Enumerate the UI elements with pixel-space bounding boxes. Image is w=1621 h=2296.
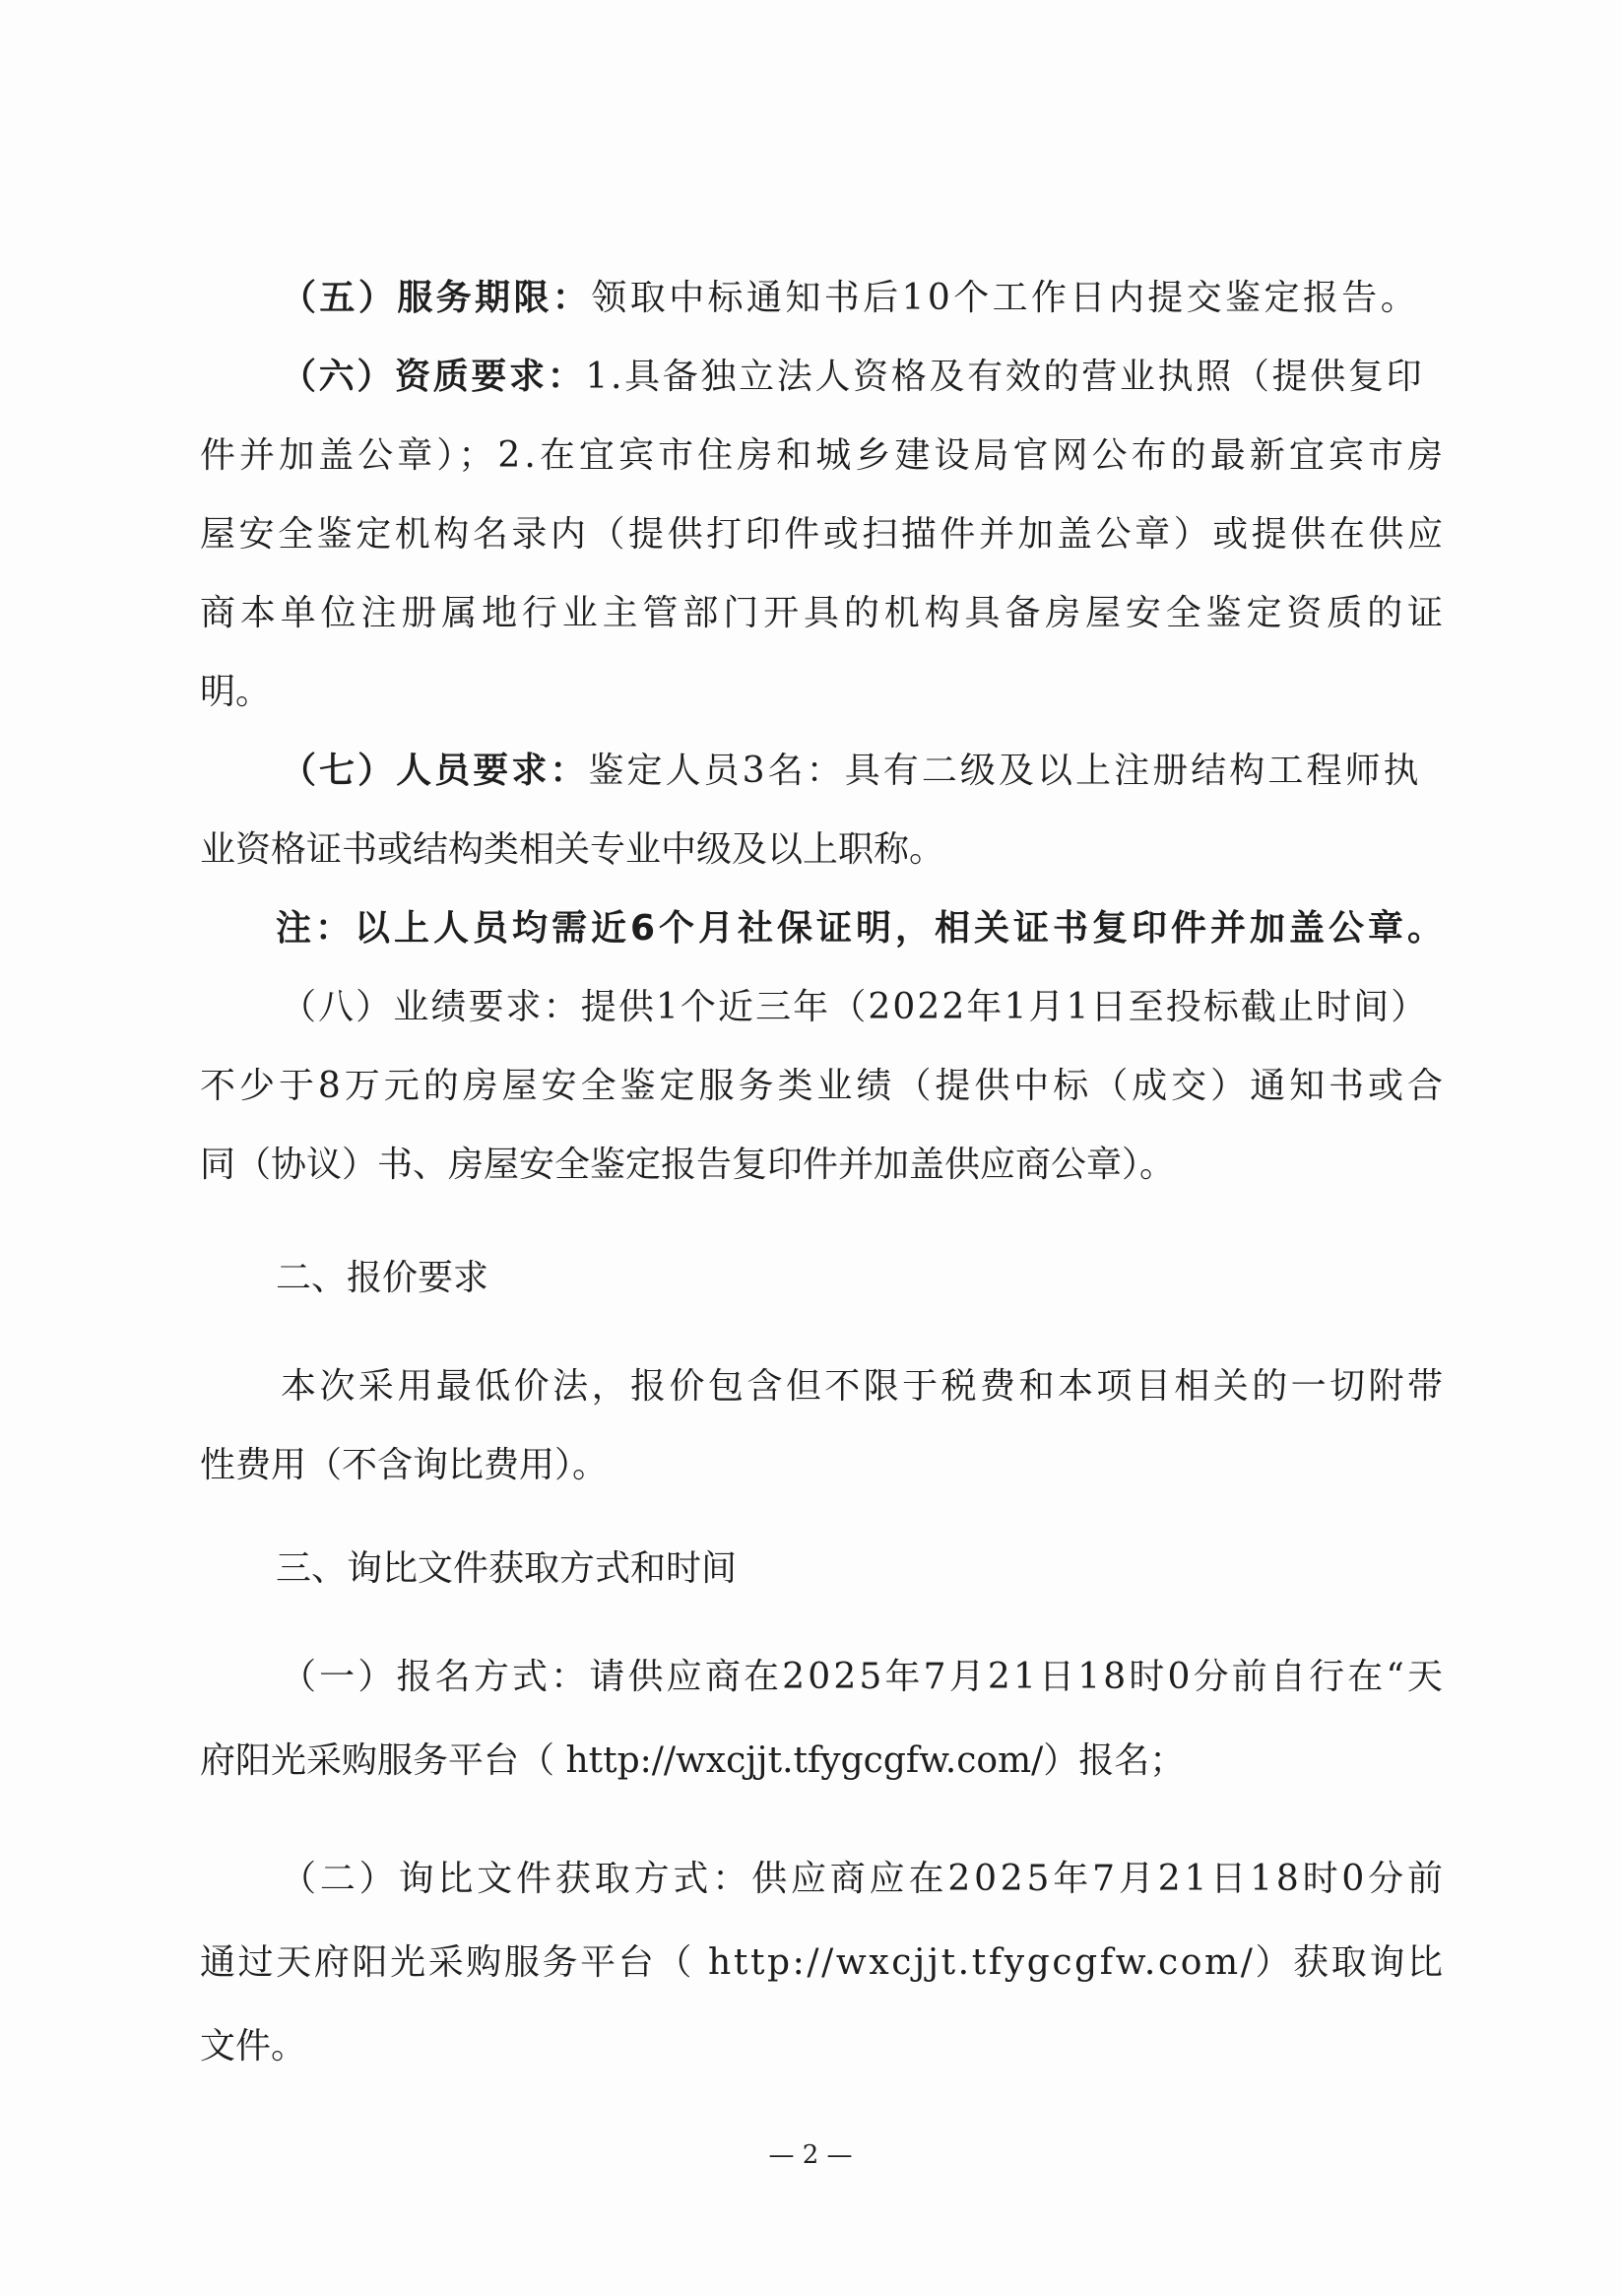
note-line: 注：以上人员均需近6个月社保证明，相关证书复印件并加盖公章。: [276, 908, 1447, 949]
section-3-sub-2-line-2: 通过天府阳光采购服务平台（ http://wxcjjt.tfygcgfw.com/）获取询比: [200, 1942, 1446, 1983]
item-5-line: [281, 275, 1443, 322]
section-3-sub-1-line-2: 府阳光采购服务平台（ http://wxcjjt.tfygcgfw.com/）报名；: [200, 1740, 1186, 1781]
section-2-line-2: 性费用（不含询比费用）。: [200, 1445, 609, 1485]
item-7-text-1: 鉴定人员3名：具有二级及以上注册结构工程师执: [588, 751, 1422, 791]
section-3-sub-2-line-1: （二）询比文件获取方式：供应商应在2025年7月21日18时0分前: [281, 1859, 1447, 1899]
item-6-text-1: 1.具备独立法人资格及有效的营业执照（提供复印: [585, 357, 1425, 397]
section-2-line-1: 本次采用最低价法，报价包含但不限于税费和本项目相关的一切附带: [281, 1366, 1447, 1407]
section-3-title: 三、询比文件获取方式和时间: [276, 1548, 738, 1589]
item-8-line-1: [281, 984, 1443, 1031]
item-5-text: 领取中标通知书后10个工作日内提交鉴定报告。: [591, 278, 1420, 318]
item-8-text-1: 提供1个近三年（2022年1月1日至投标截止时间）: [580, 987, 1429, 1027]
item-6-line-5: 明。: [200, 672, 272, 712]
item-5-label: （五）服务期限：: [281, 278, 592, 318]
section-2-title: 二、报价要求: [276, 1258, 489, 1298]
item-6-line-4: 商本单位注册属地行业主管部门开具的机构具备房屋安全鉴定资质的证: [200, 593, 1448, 633]
item-7-line-1: [281, 748, 1443, 795]
item-7-label: （七）人员要求：: [281, 751, 589, 791]
item-6-line-1: [281, 354, 1443, 401]
item-8-line-3: 同（协议）书、房屋安全鉴定报告复印件并加盖供应商公章）。: [200, 1145, 1176, 1185]
item-8-line-2: 不少于8万元的房屋安全鉴定服务类业绩（提供中标（成交）通知书或合: [200, 1066, 1447, 1106]
item-8-label: （八）业绩要求：: [281, 987, 581, 1027]
section-3-sub-1-line-1: （一）报名方式：请供应商在2025年7月21日18时0分前自行在“天: [281, 1657, 1447, 1697]
item-7-line-2: 业资格证书或结构类相关专业中级及以上职称。: [200, 829, 945, 870]
section-3-sub-2-line-3: 文件。: [200, 2026, 307, 2066]
item-6-line-3: 屋安全鉴定机构名录内（提供打印件或扫描件并加盖公章）或提供在供应: [200, 514, 1447, 555]
page-number: — 2 —: [768, 2140, 853, 2170]
item-6-line-2: 件并加盖公章）；2.在宜宾市住房和城乡建设局官网公布的最新宜宾市房: [200, 435, 1448, 476]
item-6-label: （六）资质要求：: [281, 357, 586, 397]
